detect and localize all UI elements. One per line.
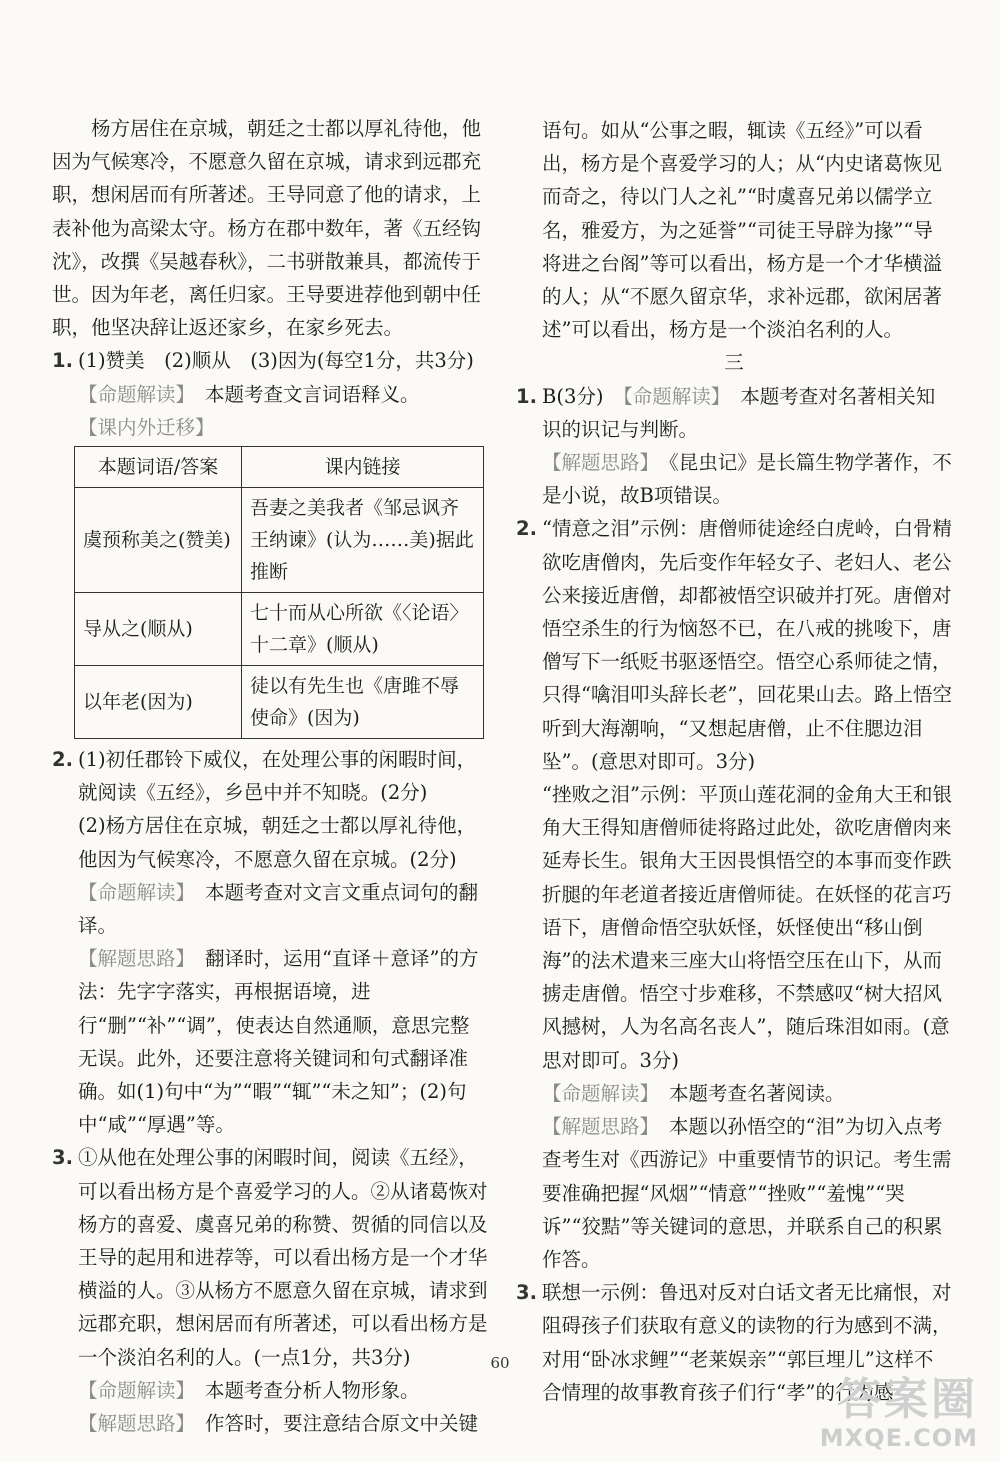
tag-label: 【命题解读】	[78, 1378, 196, 1402]
question-1-left	[52, 344, 488, 377]
analysis-text: 作答时，要注意结合原文中关键	[205, 1412, 479, 1436]
tag-label: 【命题解读】	[622, 384, 731, 408]
question-1-right	[516, 380, 952, 513]
table-header-row	[75, 447, 484, 488]
analysis-line	[52, 378, 488, 411]
question-number: 1.	[516, 384, 537, 408]
watermark-site: MXQE.COM	[819, 1424, 978, 1452]
analysis-line	[78, 1407, 488, 1440]
analysis-text: 《昆虫记》是长篇生物学著作，不是小说，故B项错误。	[542, 451, 952, 508]
analysis-text: 翻译时，运用“直译＋意译”的方法：先字字落实，再根据语境，进行“删”“补”“调”，使表达自然通顺，意思完整无误。此外，还要注意将关键词和句式翻译准确。如(1)句中“为”“暇”“辄”“未之知”；(2)句中“咸”“厚遇”等。	[78, 947, 479, 1137]
table-row	[75, 593, 484, 666]
table-cell: 徒以有先生也《唐雎不辱使命》(因为)	[242, 666, 484, 739]
analysis-text: 本题考查对文言文重点词句的翻译。	[78, 880, 479, 938]
analysis-text: 本题考查分析人物形象。	[205, 1378, 420, 1402]
answer-text: “情意之泪”示例：唐僧师徒途经白虎岭，白骨精欲吃唐僧肉，先后变作年轻女子、老妇人、老公公来接近唐僧，却都被悟空识破并打死。唐僧对悟空杀生的行为恼怒不已，在八戒的挑唆下，唐僧写下一纸贬书驱逐悟空。悟空心系师徒之情，只得“噙泪叩头辞长老”，回花果山去。路上悟空听到大海潮响，“又想起唐僧，止不住腮边泪坠”。(意思对即可。3分)	[542, 517, 952, 773]
translation-paragraph: 杨方居住在京城，朝廷之士都以厚礼待他，他因为气候寒冷，不愿意久留在京城，请求到远郡充职，想闲居而有所著述。王导同意了他的请求，上表补他为高梁太守。杨方在郡中数年，著《五经钩沈》，改撰《吴越春秋》，二书骈散兼具，都流传于世。因为年老，离任归家。王导要进荐他到朝中任职，他坚决辞让返还家乡，在家乡死去。	[52, 117, 482, 340]
question-number: 3.	[52, 1146, 73, 1170]
question-number: 3.	[516, 1281, 537, 1305]
table-cell: 七十而从心所欲《〈论语〉十二章》(顺从)	[242, 593, 484, 666]
analysis-line	[542, 446, 952, 512]
table-cell: 以年老(因为)	[75, 666, 242, 739]
question-3-left	[52, 1141, 488, 1440]
question-number: 1.	[52, 349, 73, 373]
answer-text: (2)杨方居住在京城，朝廷之士都以厚礼待他，他因为气候寒冷，不愿意久留在京城。(2分)	[78, 814, 477, 871]
tag-label: 【解题思路】	[78, 1412, 196, 1436]
tag-label: 【解题思路】	[78, 947, 196, 971]
analysis-text: 本题以孙悟空的“泪”为切入点考查考生对《西游记》中重要情节的识记。考生需要准确把握“风烟”“情意”“挫败”“羞愧”“哭诉”“狡黠”等关键词的意思，并联系自己的积累作答。	[542, 1115, 952, 1271]
tag-label: 【命题解读】	[542, 1081, 660, 1105]
watermark-logo: 答案圈	[837, 1374, 978, 1425]
vocab-table	[74, 446, 484, 739]
analysis-line	[78, 942, 488, 1141]
table-header: 本题词语/答案	[75, 447, 242, 488]
answer-text: “挫败之泪”示例：平顶山莲花洞的金角大王和银角大王得知唐僧师徒将路过此处，欲吃唐僧肉来延寿长生。银角大王因畏惧悟空的本事而变作跌折腿的年老道者接近唐僧师徒。在妖怪的花言巧语下，唐僧命悟空驮妖怪，妖怪使出“移山倒海”的法术遣来三座大山将悟空压在山下，从而掳走唐僧。悟空寸步难移，不禁感叹“树大招风风撼树，人为名高名丧人”，随后珠泪如雨。(意思对即可。3分)	[542, 783, 952, 1072]
analysis-text: 本题考查对名著相关知识的识记与判断。	[542, 384, 936, 441]
question-2-right	[516, 512, 952, 1276]
table-row	[75, 488, 484, 593]
transfer-line	[52, 411, 488, 444]
answer-text: (1)初任郡铃下威仪，在处理公事的闲暇时间，就阅读《五经》，乡邑中并不知晓。(2分)	[78, 748, 477, 805]
table-cell: 虞预称美之(赞美)	[75, 488, 242, 593]
tag-label: 【命题解读】	[78, 382, 196, 406]
left-column	[52, 112, 488, 1440]
answer-text: 联想一示例：鲁迅对反对白话文者无比痛恨，对阻碍孩子们获取有意义的读物的行为感到不满，对用“卧冰求鲤”“老莱娱亲”“郭巨埋儿”这样不合情理的故事教育孩子们行“孝”的行为感	[542, 1281, 952, 1404]
question-number: 2.	[516, 517, 537, 541]
question-number: 2.	[52, 748, 73, 772]
answer-text: B(3分)	[542, 384, 604, 408]
tag-label: 【课内外迁移】	[78, 415, 215, 439]
continued-paragraph: 语句。如从“公事之暇，辄读《五经》”可以看出，杨方是个喜爱学习的人；从“内史诸葛恢见而奇之，待以门人之礼”“时虞喜兄弟以儒学立名，雅爱方，为之延誉”“司徒王导辟为掾”“导将进之台阁”等可以看出，杨方是一个才华横溢的人；从“不愿久留京华，求补远郡，欲闲居著述”可以看出，杨方是一个淡泊名利的人。	[542, 119, 942, 342]
tag-label: 【解题思路】	[542, 451, 660, 475]
table-header: 课内链接	[242, 447, 484, 488]
answer-line	[542, 380, 952, 446]
analysis-text: 本题考查名著阅读。	[669, 1081, 845, 1105]
answer-text: (1)赞美 (2)顺从 (3)因为(每空1分，共3分)	[78, 349, 474, 373]
section-title: 三	[724, 351, 744, 375]
table-cell: 吾妻之美我者《邹忌讽齐王纳谏》(认为……美)据此推断	[242, 488, 484, 593]
right-column	[516, 114, 952, 1409]
analysis-line	[542, 1077, 952, 1110]
table-cell: 导从之(顺从)	[75, 593, 242, 666]
analysis-line	[542, 1110, 952, 1276]
tag-label: 【解题思路】	[542, 1115, 660, 1139]
tag-label: 【命题解读】	[78, 880, 196, 904]
question-2-left	[52, 743, 488, 1141]
analysis-line	[78, 876, 488, 942]
table-row	[75, 666, 484, 739]
analysis-text: 本题考查文言词语释义。	[205, 382, 420, 406]
answer-text: ①从他在处理公事的闲暇时间，阅读《五经》，可以看出杨方是个喜爱学习的人。②从诸葛恢对杨方的喜爱、虞喜兄弟的称赞、贺循的同信以及王导的起用和进荐等，可以看出杨方是一个才华横溢的人。③从杨方不愿意久留在京城，请求到远郡充职，想闲居而有所著述，可以看出杨方是一个淡泊名利的人。(一点1分，共3分)	[78, 1146, 488, 1369]
analysis-line	[78, 1374, 488, 1407]
watermark	[820, 1376, 978, 1452]
page-number: 60	[490, 1354, 510, 1372]
